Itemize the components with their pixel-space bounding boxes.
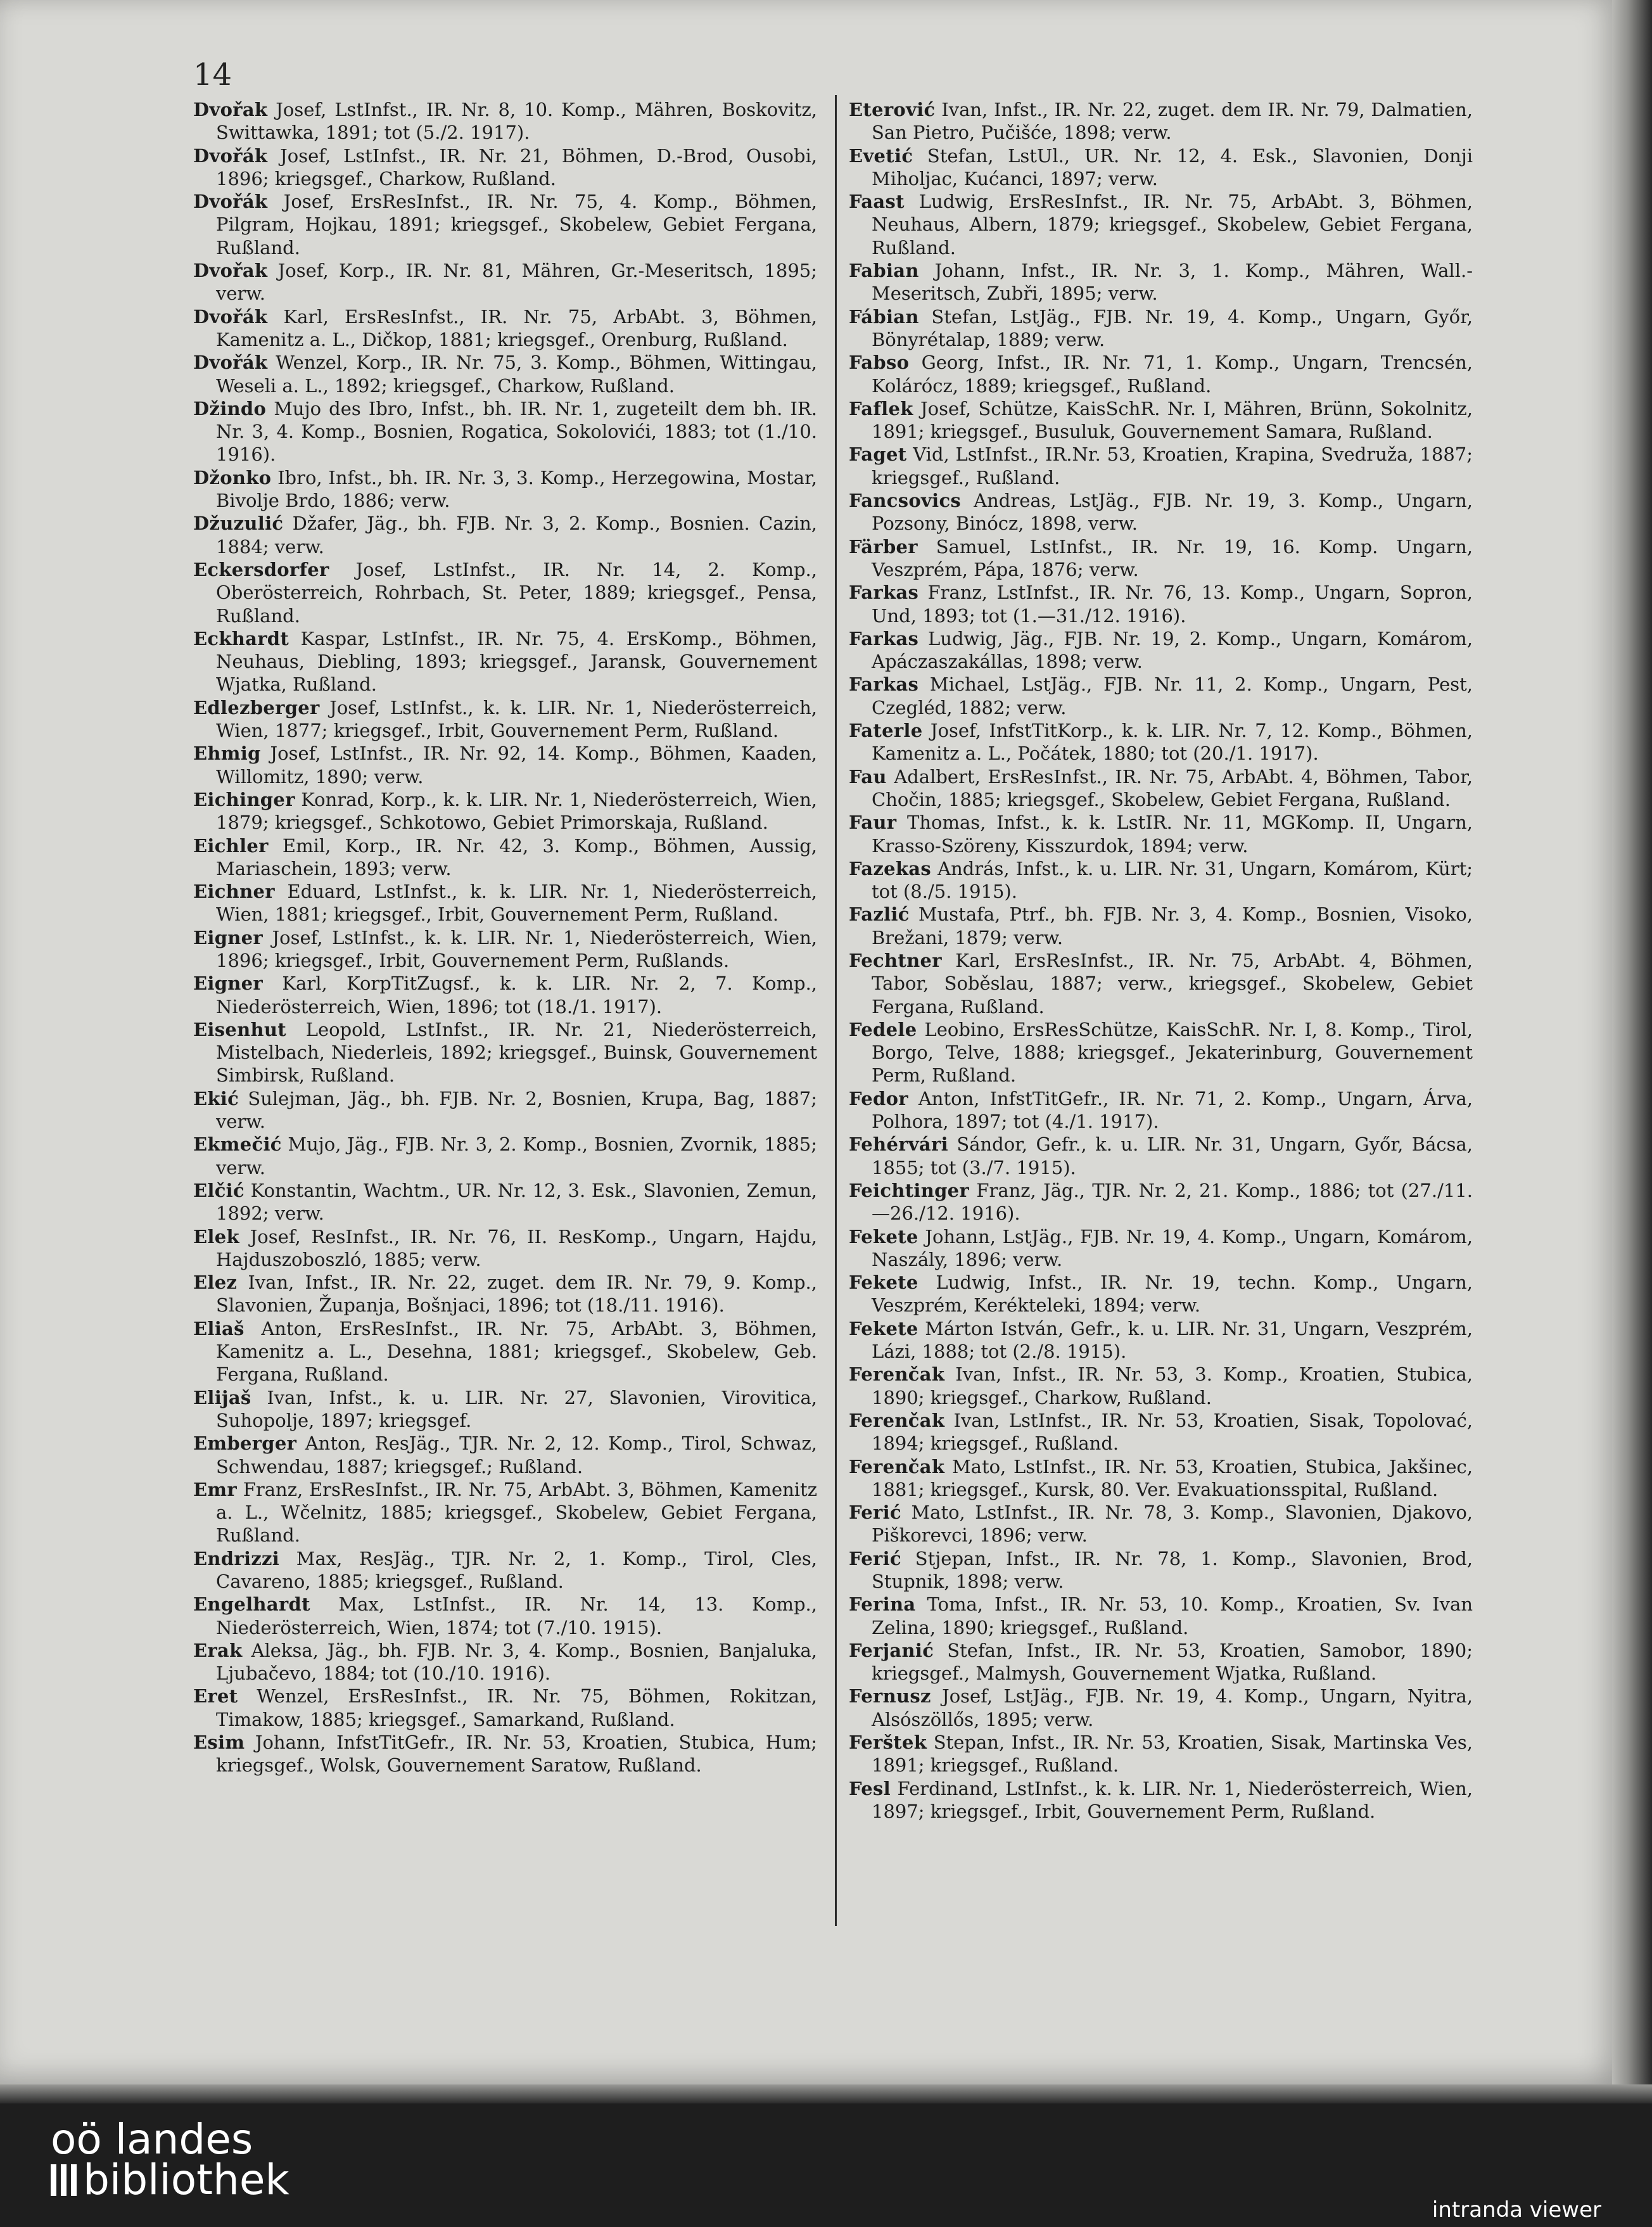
register-entry [193, 466, 817, 513]
entry-details: Franz, ErsResInfst., IR. Nr. 75, ArbAbt. 3, Böhmen, Kamenitz a. L., Wčelnitz, 1885; kriegsgef., Skobelew, Gebiet Fergana, Rußland. [216, 1478, 817, 1547]
entry-surname: Fekete [849, 1317, 918, 1339]
entry-surname: Ferenčak [849, 1409, 945, 1431]
register-entry [193, 1317, 817, 1386]
entry-surname: Ferenčak [849, 1455, 945, 1477]
entry-details: Ludwig, ErsResInfst., IR. Nr. 75, ArbAbt. 3, Böhmen, Neuhaus, Albern, 1879; kriegsgef., Skobelew, Gebiet Fergana, Rußland. [872, 191, 1473, 258]
entry-details: Josef, LstInfst., IR. Nr. 8, 10. Komp., Mähren, Boskovitz, Swittawka, 1891; tot (5./2. 1917). [216, 99, 817, 144]
register-entry [849, 903, 1473, 949]
column-divider [835, 95, 837, 1926]
entry-details: Mustafa, Ptrf., bh. FJB. Nr. 3, 4. Komp., Bosnien, Visoko, Brežani, 1879; verw. [872, 903, 1473, 948]
entry-surname: Faur [849, 812, 897, 834]
left-column [193, 98, 817, 1777]
entry-details: Stefan, Infst., IR. Nr. 53, Kroatien, Samobor, 1890; kriegsgef., Malmysh, Gouvernement Wjatka, Rußland. [872, 1639, 1473, 1685]
register-entry [193, 1547, 817, 1593]
register-entry [193, 1018, 817, 1087]
entry-details: Johann, InfstTitGefr., IR. Nr. 53, Kroatien, Stubica, Hum; kriegsgef., Wolsk, Gouvernement Saratow, Rußland. [216, 1732, 817, 1777]
entry-details: Emil, Korp., IR. Nr. 42, 3. Komp., Böhmen, Aussig, Mariaschein, 1893; verw. [216, 834, 817, 879]
entry-surname: Engelhardt [193, 1593, 310, 1616]
register-entry [849, 1501, 1473, 1547]
entry-details: Josef, LstInfst., k. k. LIR. Nr. 1, Niederösterreich, Wien, 1877; kriegsgef., Irbit, Gouvernement Perm, Rußland. [216, 696, 817, 742]
entry-surname: Eichner [193, 881, 275, 903]
entry-surname: Erak [193, 1639, 243, 1661]
register-entry [849, 719, 1473, 765]
entry-details: Mato, LstInfst., IR. Nr. 78, 3. Komp., Slavonien, Djakovo, Piškorevci, 1896; verw. [872, 1502, 1473, 1547]
register-entry [849, 1455, 1473, 1502]
entry-details: Mujo des Ibro, Infst., bh. IR. Nr. 1, zugeteilt dem bh. IR. Nr. 3, 4. Komp., Bosnien, Rogatica, Sokolovići, 1883; tot (1./10. 1916). [216, 397, 817, 466]
entry-details: Vid, LstInfst., IR.Nr. 53, Kroatien, Krapina, Svedruža, 1887; kriegsgef., Rußland. [872, 443, 1473, 488]
entry-details: Franz, Jäg., TJR. Nr. 2, 21. Komp., 1886; tot (27./11.—26./12. 1916). [872, 1179, 1473, 1225]
register-entry [193, 1478, 817, 1547]
entry-surname: Elčić [193, 1179, 245, 1201]
entry-surname: Farkas [849, 582, 919, 604]
entry-surname: Ferjanić [849, 1639, 934, 1661]
entry-details: Džafer, Jäg., bh. FJB. Nr. 3, 2. Komp., Bosnien. Cazin, 1884; verw. [216, 513, 817, 558]
entry-details: Ludwig, Jäg., FJB. Nr. 19, 2. Komp., Ungarn, Komárom, Apáczaszakállas, 1898; verw. [872, 627, 1473, 673]
entry-surname: Ferić [849, 1502, 901, 1524]
entry-surname: Dvořák [193, 352, 268, 374]
entry-details: Stjepan, Infst., IR. Nr. 78, 1. Komp., Slavonien, Brod, Stupnik, 1898; verw. [872, 1547, 1473, 1592]
register-entry [193, 972, 817, 1018]
register-entry [849, 811, 1473, 857]
entry-details: Mujo, Jäg., FJB. Nr. 3, 2. Komp., Bosnien, Zvornik, 1885; verw. [216, 1133, 817, 1178]
register-entry [193, 1639, 817, 1685]
entry-surname: Ferenčak [849, 1363, 945, 1386]
entry-surname: Ferina [849, 1593, 916, 1616]
entry-details: Josef, Schütze, KaisSchR. Nr. I, Mähren, Brünn, Sokolnitz, 1891; kriegsgef., Busuluk, Gouvernement Samara, Rußland. [872, 397, 1473, 443]
entry-surname: Faast [849, 191, 905, 213]
entry-details: Eduard, LstInfst., k. k. LIR. Nr. 1, Niederösterreich, Wien, 1881; kriegsgef., Irbit, Gouvernement Perm, Rußland. [216, 881, 817, 926]
entry-details: Ibro, Infst., bh. IR. Nr. 3, 3. Komp., Herzegowina, Mostar, Bivolje Brdo, 1886; verw. [216, 466, 817, 512]
entry-details: Michael, LstJäg., FJB. Nr. 11, 2. Komp., Ungarn, Pest, Czegléd, 1882; verw. [872, 673, 1473, 718]
entry-details: András, Infst., k. u. LIR. Nr. 31, Ungarn, Komárom, Kürt; tot (8./5. 1915). [872, 857, 1473, 903]
register-entry [849, 305, 1473, 352]
entry-details: Márton István, Gefr., k. u. LIR. Nr. 31, Ungarn, Veszprém, Lázi, 1888; tot (2./8. 1915). [872, 1317, 1473, 1363]
entry-details: Franz, LstInfst., IR. Nr. 76, 13. Komp., Ungarn, Sopron, Und, 1893; tot (1.—31./12. 1916). [872, 582, 1473, 627]
register-entry [193, 1593, 817, 1639]
entry-surname: Eterović [849, 99, 936, 120]
entry-details: Wenzel, Korp., IR. Nr. 75, 3. Komp., Böhmen, Wittingau, Weseli a. L., 1892; kriegsgef., Charkow, Rußland. [216, 352, 817, 397]
entry-surname: Fazekas [849, 857, 932, 879]
entry-surname: Eliaš [193, 1317, 245, 1339]
entry-details: Josef, LstInfst., IR. Nr. 21, Böhmen, D.-Brod, Ousobi, 1896; kriegsgef., Charkow, Rußland. [216, 144, 817, 189]
register-entry [193, 834, 817, 881]
register-entry [849, 443, 1473, 489]
entry-details: Johann, Infst., IR. Nr. 3, 1. Komp., Mähren, Wall.-Meseritsch, Zubři, 1895; verw. [872, 260, 1473, 305]
entry-surname: Eichler [193, 834, 269, 857]
entry-details: Mato, LstInfst., IR. Nr. 53, Kroatien, Stubica, Jakšinec, 1881; kriegsgef., Kursk, 80. Ver. Evakuationsspital, Rußland. [872, 1455, 1473, 1500]
entry-surname: Fehérvári [849, 1133, 948, 1156]
register-entry [193, 1179, 817, 1225]
entry-details: Karl, KorpTitZugsf., k. k. LIR. Nr. 2, 7. Komp., Niederösterreich, Wien, 1896; tot (18./1. 1917). [216, 973, 817, 1018]
register-entry [849, 190, 1473, 259]
register-entry [849, 1547, 1473, 1593]
entry-details: Wenzel, ErsResInfst., IR. Nr. 75, Böhmen, Rokitzan, Timakow, 1885; kriegsgef., Samarkand, Rußland. [216, 1685, 817, 1730]
register-entry [193, 190, 817, 259]
entry-surname: Fedele [849, 1018, 917, 1040]
entry-details: Josef, LstInfst., k. k. LIR. Nr. 1, Niederösterreich, Wien, 1896; kriegsgef., Irbit, Gouvernement Perm, Rußlands. [216, 926, 817, 971]
entry-details: Adalbert, ErsResInfst., IR. Nr. 75, ArbAbt. 4, Böhmen, Tabor, Chočin, 1885; kriegsgef., Skobelew, Gebiet Fergana, Rußland. [872, 765, 1473, 810]
register-entry [193, 1386, 817, 1433]
entry-details: Anton, ResJäg., TJR. Nr. 2, 12. Komp., Tirol, Schwaz, Schwendau, 1887; kriegsgef.; Rußland. [216, 1433, 817, 1477]
entry-surname: Dvořák [193, 191, 268, 213]
entry-surname: Fesl [849, 1777, 891, 1799]
entry-surname: Eckersdorfer [193, 558, 329, 580]
entry-details: Josef, ResInfst., IR. Nr. 76, II. ResKomp., Ungarn, Hajdu, Hajduszoboszló, 1885; verw. [216, 1225, 817, 1270]
entry-details: Georg, Infst., IR. Nr. 71, 1. Komp., Ungarn, Trencsén, Kolárócz, 1889; kriegsgef., Rußland. [872, 352, 1473, 397]
entry-surname: Farkas [849, 627, 919, 649]
register-entry [193, 742, 817, 788]
entry-details: Max, ResJäg., TJR. Nr. 2, 1. Komp., Tirol, Cles, Cavareno, 1885; kriegsgef., Rußland. [216, 1547, 817, 1592]
logo-line-2: bibliothek [83, 2155, 289, 2204]
entry-surname: Edlezberger [193, 696, 320, 718]
entry-surname: Faflek [849, 397, 913, 419]
entry-surname: Elez [193, 1272, 238, 1294]
entry-details: Ludwig, Infst., IR. Nr. 19, techn. Komp., Ungarn, Veszprém, Kerékteleki, 1894; verw. [872, 1272, 1473, 1317]
register-entry [193, 98, 817, 144]
entry-details: Leopold, LstInfst., IR. Nr. 21, Niederösterreich, Mistelbach, Niederleis, 1892; kriegsgef., Buinsk, Gouvernement Simbirsk, Rußland. [216, 1018, 817, 1087]
entry-details: Ivan, LstInfst., IR. Nr. 53, Kroatien, Sisak, Topolovać, 1894; kriegsgef., Rußland. [872, 1409, 1473, 1455]
page-edge [1612, 0, 1652, 2084]
entry-details: Karl, ErsResInfst., IR. Nr. 75, ArbAbt. 4, Böhmen, Tabor, Soběslau, 1887; verw., kriegsgef., Skobelew, Gebiet Fergana, Rußland. [872, 949, 1473, 1018]
entry-surname: Dvořak [193, 260, 268, 282]
entry-surname: Färber [849, 535, 918, 558]
entry-details: Ivan, Infst., IR. Nr. 22, zuget. dem IR. Nr. 79, Dalmatien, San Pietro, Pučišće, 1898; verw. [872, 99, 1473, 144]
entry-surname: Eichinger [193, 788, 295, 810]
library-logo[interactable] [51, 2115, 289, 2204]
entry-details: Ivan, Infst., IR. Nr. 53, 3. Komp., Kroatien, Stubica, 1890; kriegsgef., Charkow, Rußland. [872, 1363, 1473, 1408]
entry-surname: Fechtner [849, 949, 942, 971]
register-entry [193, 512, 817, 558]
entry-details: Stefan, LstJäg., FJB. Nr. 19, 4. Komp., Ungarn, Győr, Bönyrétalap, 1889; verw. [872, 305, 1473, 350]
entry-surname: Eigner [193, 926, 264, 948]
register-entry [193, 1731, 817, 1777]
register-entry [849, 259, 1473, 305]
entry-surname: Eigner [193, 973, 264, 995]
register-entry [193, 627, 817, 696]
register-entry [849, 1087, 1473, 1133]
register-entry [849, 98, 1473, 144]
right-column [849, 98, 1473, 1823]
register-entry [193, 1133, 817, 1179]
register-entry [193, 259, 817, 305]
entry-surname: Ferić [849, 1547, 901, 1569]
entry-details: Kaspar, LstInfst., IR. Nr. 75, 4. ErsKomp., Böhmen, Neuhaus, Diebling, 1893; kriegsgef., Jaransk, Gouvernement Wjatka, Rußland. [216, 627, 817, 696]
register-entry [193, 1225, 817, 1272]
register-entry [849, 1271, 1473, 1317]
register-entry [849, 1593, 1473, 1639]
entry-details: Anton, ErsResInfst., IR. Nr. 75, ArbAbt. 3, Böhmen, Kamenitz a. L., Desehna, 1881; kriegsgef., Skobelew, Geb. Fergana, Rußland. [216, 1317, 817, 1386]
entry-details: Ivan, Infst., k. u. LIR. Nr. 27, Slavonien, Virovitica, Suhopolje, 1897; kriegsgef. [216, 1386, 817, 1431]
register-entry [849, 1018, 1473, 1087]
entry-surname: Fazlić [849, 903, 910, 926]
entry-details: Sándor, Gefr., k. u. LIR. Nr. 31, Ungarn, Győr, Bácsa, 1855; tot (3./7. 1915). [872, 1133, 1473, 1178]
entry-surname: Dvořák [193, 144, 268, 167]
page-bottom-edge [0, 2084, 1652, 2103]
logo-line-1: oö landes [51, 2115, 253, 2164]
entry-details: Josef, LstInfst., IR. Nr. 14, 2. Komp., Oberösterreich, Rohrbach, St. Peter, 1889; kriegsgef., Pensa, Rußland. [216, 558, 817, 627]
entry-surname: Džonko [193, 466, 272, 488]
entry-details: Thomas, Infst., k. k. LstIR. Nr. 11, MGKomp. II, Ungarn, Krasso-Szöreny, Kisszurdok, 1894; verw. [872, 812, 1473, 857]
register-entry [193, 1271, 817, 1317]
entry-surname: Fábian [849, 305, 919, 328]
entry-details: Anton, InfstTitGefr., IR. Nr. 71, 2. Komp., Ungarn, Árva, Polhora, 1897; tot (4./1. 1917). [872, 1087, 1473, 1133]
register-entry [193, 351, 817, 397]
entry-surname: Eret [193, 1685, 238, 1707]
register-entry [193, 1685, 817, 1731]
register-entry [849, 397, 1473, 443]
entry-surname: Fekete [849, 1272, 918, 1294]
page-number: 14 [193, 57, 232, 93]
entry-surname: Fabian [849, 260, 919, 282]
register-entry [849, 857, 1473, 903]
entry-details: Josef, LstInfst., IR. Nr. 92, 14. Komp., Böhmen, Kaaden, Willomitz, 1890; verw. [216, 743, 817, 788]
entry-details: Ivan, Infst., IR. Nr. 22, zuget. dem IR. Nr. 79, 9. Komp., Slavonien, Županja, Bošnjaci, 1896; tot (18./11. 1916). [216, 1272, 817, 1317]
entry-surname: Fabso [849, 352, 910, 374]
entry-surname: Faget [849, 443, 907, 466]
entry-details: Josef, InfstTitKorp., k. k. LIR. Nr. 7, 12. Komp., Böhmen, Kamenitz a. L., Počátek, 1880; tot (20./1. 1917). [872, 720, 1473, 765]
register-entry [193, 305, 817, 352]
entry-surname: Esim [193, 1732, 245, 1754]
entry-surname: Faterle [849, 720, 923, 742]
register-entry [849, 1225, 1473, 1272]
entry-surname: Fedor [849, 1087, 908, 1109]
viewer-label[interactable]: intranda viewer [1432, 2197, 1601, 2223]
entry-surname: Elek [193, 1225, 239, 1248]
entry-surname: Fekete [849, 1225, 918, 1248]
entry-surname: Dvořák [193, 305, 268, 328]
register-entry [193, 1087, 817, 1133]
entry-details: Konrad, Korp., k. k. LIR. Nr. 1, Niederösterreich, Wien, 1879; kriegsgef., Schkotowo, Gebiet Primorskaja, Rußland. [216, 788, 817, 834]
entry-surname: Ekić [193, 1087, 239, 1109]
entry-surname: Fancsovics [849, 490, 962, 512]
register-entry [193, 788, 817, 834]
entry-surname: Fernusz [849, 1685, 931, 1707]
entry-surname: Emberger [193, 1433, 297, 1455]
entry-details: Aleksa, Jäg., bh. FJB. Nr. 3, 4. Komp., Bosnien, Banjaluka, Ljubačevo, 1884; tot (10./10. 1916). [216, 1639, 817, 1685]
register-entry [193, 397, 817, 466]
register-entry [849, 627, 1473, 673]
entry-surname: Ehmig [193, 743, 261, 765]
logo-bars-icon [51, 2164, 77, 2196]
entry-details: Andreas, LstJäg., FJB. Nr. 19, 3. Komp., Ungarn, Pozsony, Binócz, 1898, verw. [872, 490, 1473, 535]
entry-details: Karl, ErsResInfst., IR. Nr. 75, ArbAbt. 3, Böhmen, Kamenitz a. L., Dičkop, 1881; kriegsgef., Orenburg, Rußland. [216, 305, 817, 350]
register-entry [193, 696, 817, 743]
entry-surname: Fau [849, 765, 887, 788]
register-entry [849, 351, 1473, 397]
entry-surname: Džuzulić [193, 513, 284, 535]
register-entry [849, 1731, 1473, 1777]
register-entry [849, 1639, 1473, 1685]
register-entry [193, 558, 817, 627]
entry-details: Toma, Infst., IR. Nr. 53, 10. Komp., Kroatien, Sv. Ivan Zelina, 1890; kriegsgef., Rußland. [872, 1593, 1473, 1638]
register-entry [849, 1409, 1473, 1455]
entry-surname: Elijaš [193, 1386, 251, 1408]
entry-surname: Džindo [193, 397, 267, 419]
entry-details: Josef, LstJäg., FJB. Nr. 19, 4. Komp., Ungarn, Nyitra, Alsószöllős, 1895; verw. [872, 1685, 1473, 1730]
register-entry [849, 1685, 1473, 1731]
register-entry [193, 926, 817, 973]
register-entry [849, 949, 1473, 1018]
entry-details: Sulejman, Jäg., bh. FJB. Nr. 2, Bosnien, Krupa, Bag, 1887; verw. [216, 1087, 817, 1133]
register-entry [849, 1363, 1473, 1409]
register-entry [849, 489, 1473, 535]
entry-surname: Eisenhut [193, 1018, 286, 1040]
register-entry [193, 144, 817, 191]
register-entry [849, 1777, 1473, 1823]
register-entry [849, 1179, 1473, 1225]
entry-surname: Evetić [849, 144, 913, 167]
entry-details: Leobino, ErsResSchütze, KaisSchR. Nr. I, 8. Komp., Tirol, Borgo, Telve, 1888; kriegsgef., Jekaterinburg, Gouvernement Perm, Rußland. [872, 1018, 1473, 1087]
entry-surname: Ekmečić [193, 1133, 282, 1156]
register-entry [849, 535, 1473, 582]
entry-surname: Endrizzi [193, 1547, 280, 1569]
entry-details: Josef, ErsResInfst., IR. Nr. 75, 4. Komp., Böhmen, Pilgram, Hojkau, 1891; kriegsgef., Skobelew, Gebiet Fergana, Rußland. [216, 191, 817, 258]
entry-details: Samuel, LstInfst., IR. Nr. 19, 16. Komp. Ungarn, Veszprém, Pápa, 1876; verw. [872, 535, 1473, 580]
entry-surname: Feichtinger [849, 1179, 970, 1201]
register-entry [849, 1133, 1473, 1179]
register-entry [193, 880, 817, 926]
entry-details: Stepan, Infst., IR. Nr. 53, Kroatien, Sisak, Martinska Ves, 1891; kriegsgef., Rußland. [872, 1732, 1473, 1777]
entry-details: Max, LstInfst., IR. Nr. 14, 13. Komp., Niederösterreich, Wien, 1874; tot (7./10. 1915). [216, 1593, 817, 1638]
entry-details: Ferdinand, LstInfst., k. k. LIR. Nr. 1, Niederösterreich, Wien, 1897; kriegsgef., Irbit, Gouvernement Perm, Rußland. [872, 1777, 1473, 1822]
entry-surname: Dvořak [193, 99, 268, 120]
register-entry [849, 765, 1473, 812]
register-entry [849, 1317, 1473, 1363]
register-entry [849, 673, 1473, 719]
register-entry [849, 581, 1473, 627]
entry-details: Konstantin, Wachtm., UR. Nr. 12, 3. Esk., Slavonien, Zemun, 1892; verw. [216, 1179, 817, 1225]
register-entry [849, 144, 1473, 191]
entry-surname: Eckhardt [193, 627, 289, 649]
entry-details: Johann, LstJäg., FJB. Nr. 19, 4. Komp., Ungarn, Komárom, Naszály, 1896; verw. [872, 1225, 1473, 1270]
entry-surname: Ferštek [849, 1732, 927, 1754]
entry-surname: Farkas [849, 673, 919, 696]
entry-details: Stefan, LstUl., UR. Nr. 12, 4. Esk., Slavonien, Donji Miholjac, Kućanci, 1897; verw. [872, 144, 1473, 189]
entry-details: Josef, Korp., IR. Nr. 81, Mähren, Gr.-Meseritsch, 1895; verw. [216, 260, 817, 305]
entry-surname: Emr [193, 1478, 237, 1500]
register-entry [193, 1432, 817, 1478]
